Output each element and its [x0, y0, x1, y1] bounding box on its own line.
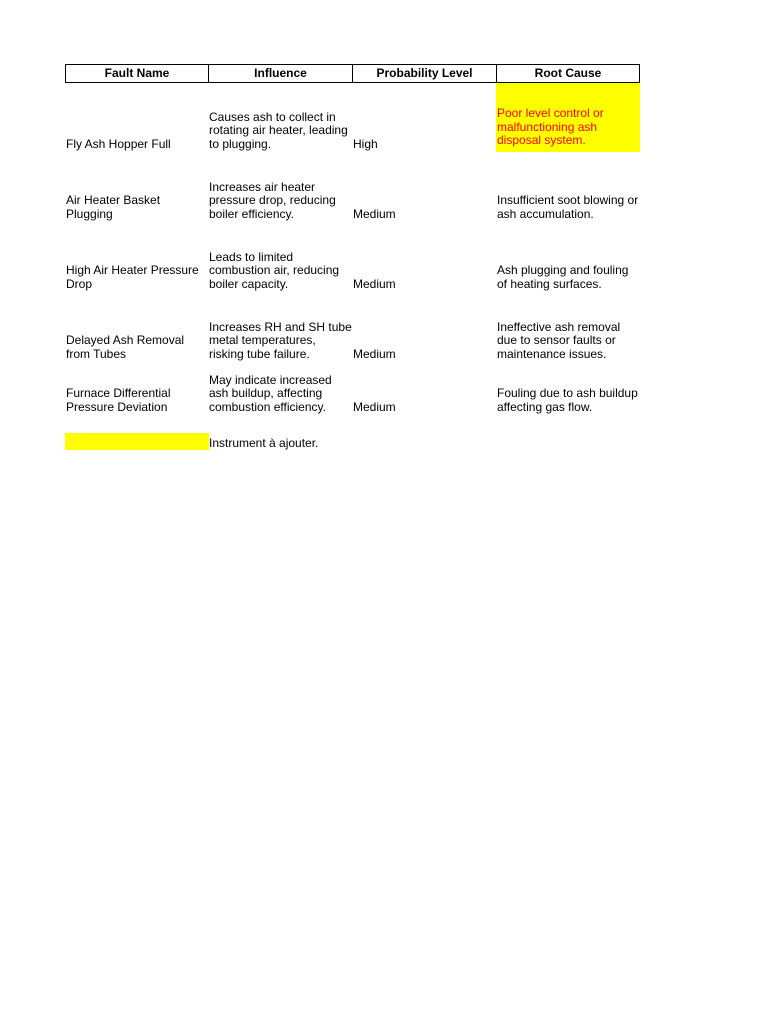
table-header — [65, 64, 640, 83]
cell-probability[interactable]: High — [353, 136, 378, 151]
table-row — [65, 416, 640, 450]
cell-probability[interactable]: Medium — [353, 346, 396, 361]
cell-root-cause-empty[interactable] — [496, 416, 640, 450]
cell-fault-name[interactable]: Delayed Ash Removal from Tubes — [66, 333, 185, 361]
cell-root-cause[interactable]: Fouling due to ash buildup affecting gas flow. — [497, 386, 638, 414]
table-row — [65, 83, 640, 153]
cell-root-cause[interactable]: Insufficient soot blowing or ash accumulation. — [497, 193, 639, 221]
table-row — [65, 153, 640, 223]
cell-fault-name[interactable]: Air Heater Basket Plugging — [66, 193, 161, 221]
cell-probability-empty[interactable] — [352, 416, 497, 450]
table-row — [65, 223, 640, 293]
cell-influence[interactable]: May indicate increased ash buildup, affecting combustion efficiency. — [209, 372, 332, 414]
cell-root-cause[interactable]: Ash plugging and fouling of heating surfaces. — [497, 263, 629, 291]
header-fault-name[interactable]: Fault Name — [65, 64, 209, 83]
cell-influence-note[interactable]: Instrument à ajouter. — [209, 435, 319, 450]
cell-probability[interactable]: Medium — [353, 276, 396, 291]
cell-fault-name[interactable]: High Air Heater Pressure Drop — [66, 263, 199, 291]
header-influence[interactable]: Influence — [208, 64, 353, 83]
header-probability-level[interactable]: Probability Level — [352, 64, 497, 83]
cell-fault-name[interactable]: Fly Ash Hopper Full — [66, 136, 171, 151]
cell-fault-name-highlighted-empty[interactable] — [65, 433, 209, 450]
spreadsheet — [65, 64, 640, 450]
cell-influence[interactable]: Increases RH and SH tube metal temperatures, risking tube failure. — [209, 319, 352, 361]
cell-influence[interactable]: Leads to limited combustion air, reducing boiler capacity. — [209, 249, 340, 291]
cell-influence[interactable]: Increases air heater pressure drop, reducing boiler efficiency. — [209, 179, 336, 221]
cell-influence[interactable]: Causes ash to collect in rotating air heater, leading to plugging. — [209, 109, 348, 151]
table-row — [65, 293, 640, 363]
cell-probability[interactable]: Medium — [353, 399, 396, 414]
cell-probability[interactable]: Medium — [353, 206, 396, 221]
cell-fault-name[interactable]: Furnace Differential Pressure Deviation — [66, 386, 171, 414]
header-root-cause[interactable]: Root Cause — [496, 64, 640, 83]
cell-root-cause[interactable]: Ineffective ash removal due to sensor faults or maintenance issues. — [497, 319, 621, 361]
cell-root-cause-highlighted[interactable]: Poor level control or malfunctioning ash disposal system. — [496, 83, 640, 152]
table-row — [65, 363, 640, 416]
